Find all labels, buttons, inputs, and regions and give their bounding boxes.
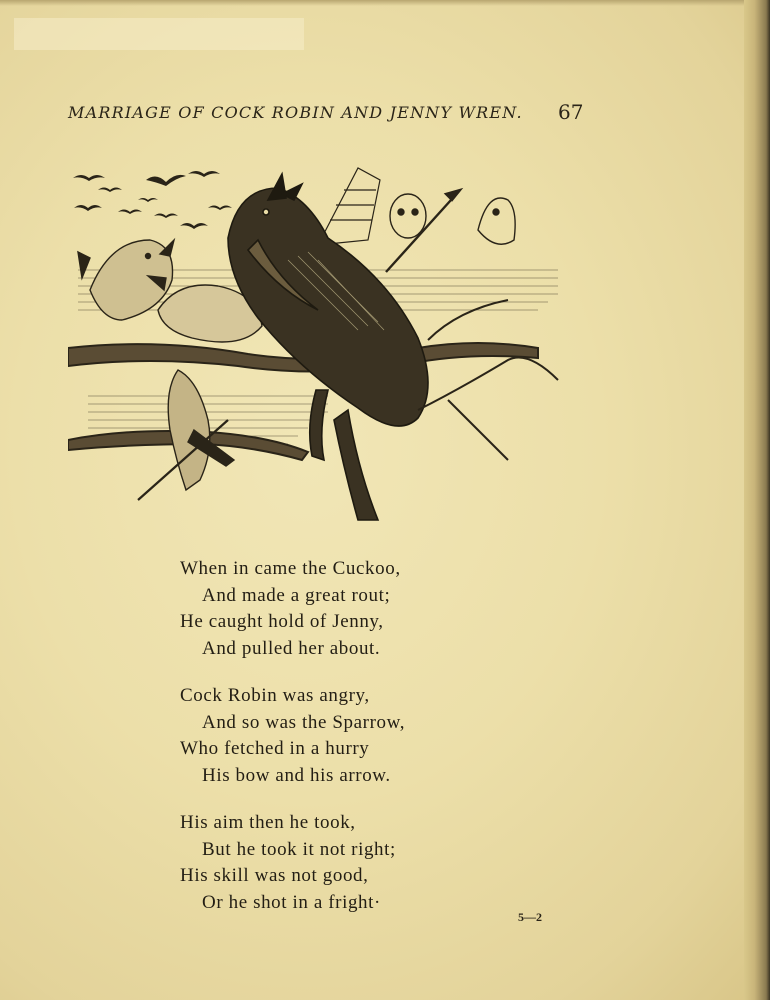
poem-line: Who fetched in a hurry — [180, 738, 370, 759]
page-top-edge — [0, 0, 770, 6]
stanza-3 — [180, 810, 510, 916]
poem-line: Or he shot in a fright· — [202, 891, 381, 913]
poem — [180, 556, 510, 937]
stanza-2 — [180, 683, 510, 789]
running-title: MARRIAGE OF COCK ROBIN AND JENNY WREN. — [68, 103, 523, 122]
birds-engraving-icon — [68, 160, 568, 525]
page-right-edge — [744, 0, 770, 1000]
poem-line: And pulled her about. — [202, 637, 381, 659]
poem-line: When in came the Cuckoo, — [180, 558, 401, 579]
poem-line: Cock Robin was angry, — [180, 685, 370, 706]
paper-stain — [14, 18, 304, 50]
poem-line: And so was the Sparrow, — [202, 711, 406, 733]
running-header — [68, 100, 588, 130]
page-number: 67 — [558, 100, 584, 124]
poem-line: His skill was not good, — [180, 865, 369, 886]
poem-line: But he took it not right; — [202, 838, 396, 860]
poem-line: His bow and his arrow. — [202, 764, 391, 786]
poem-line: His aim then he took, — [180, 812, 356, 833]
signature-mark: 5—2 — [518, 910, 542, 924]
poem-line: He caught hold of Jenny, — [180, 611, 384, 632]
poem-line: And made a great rout; — [202, 584, 391, 606]
stanza-1 — [180, 556, 510, 662]
